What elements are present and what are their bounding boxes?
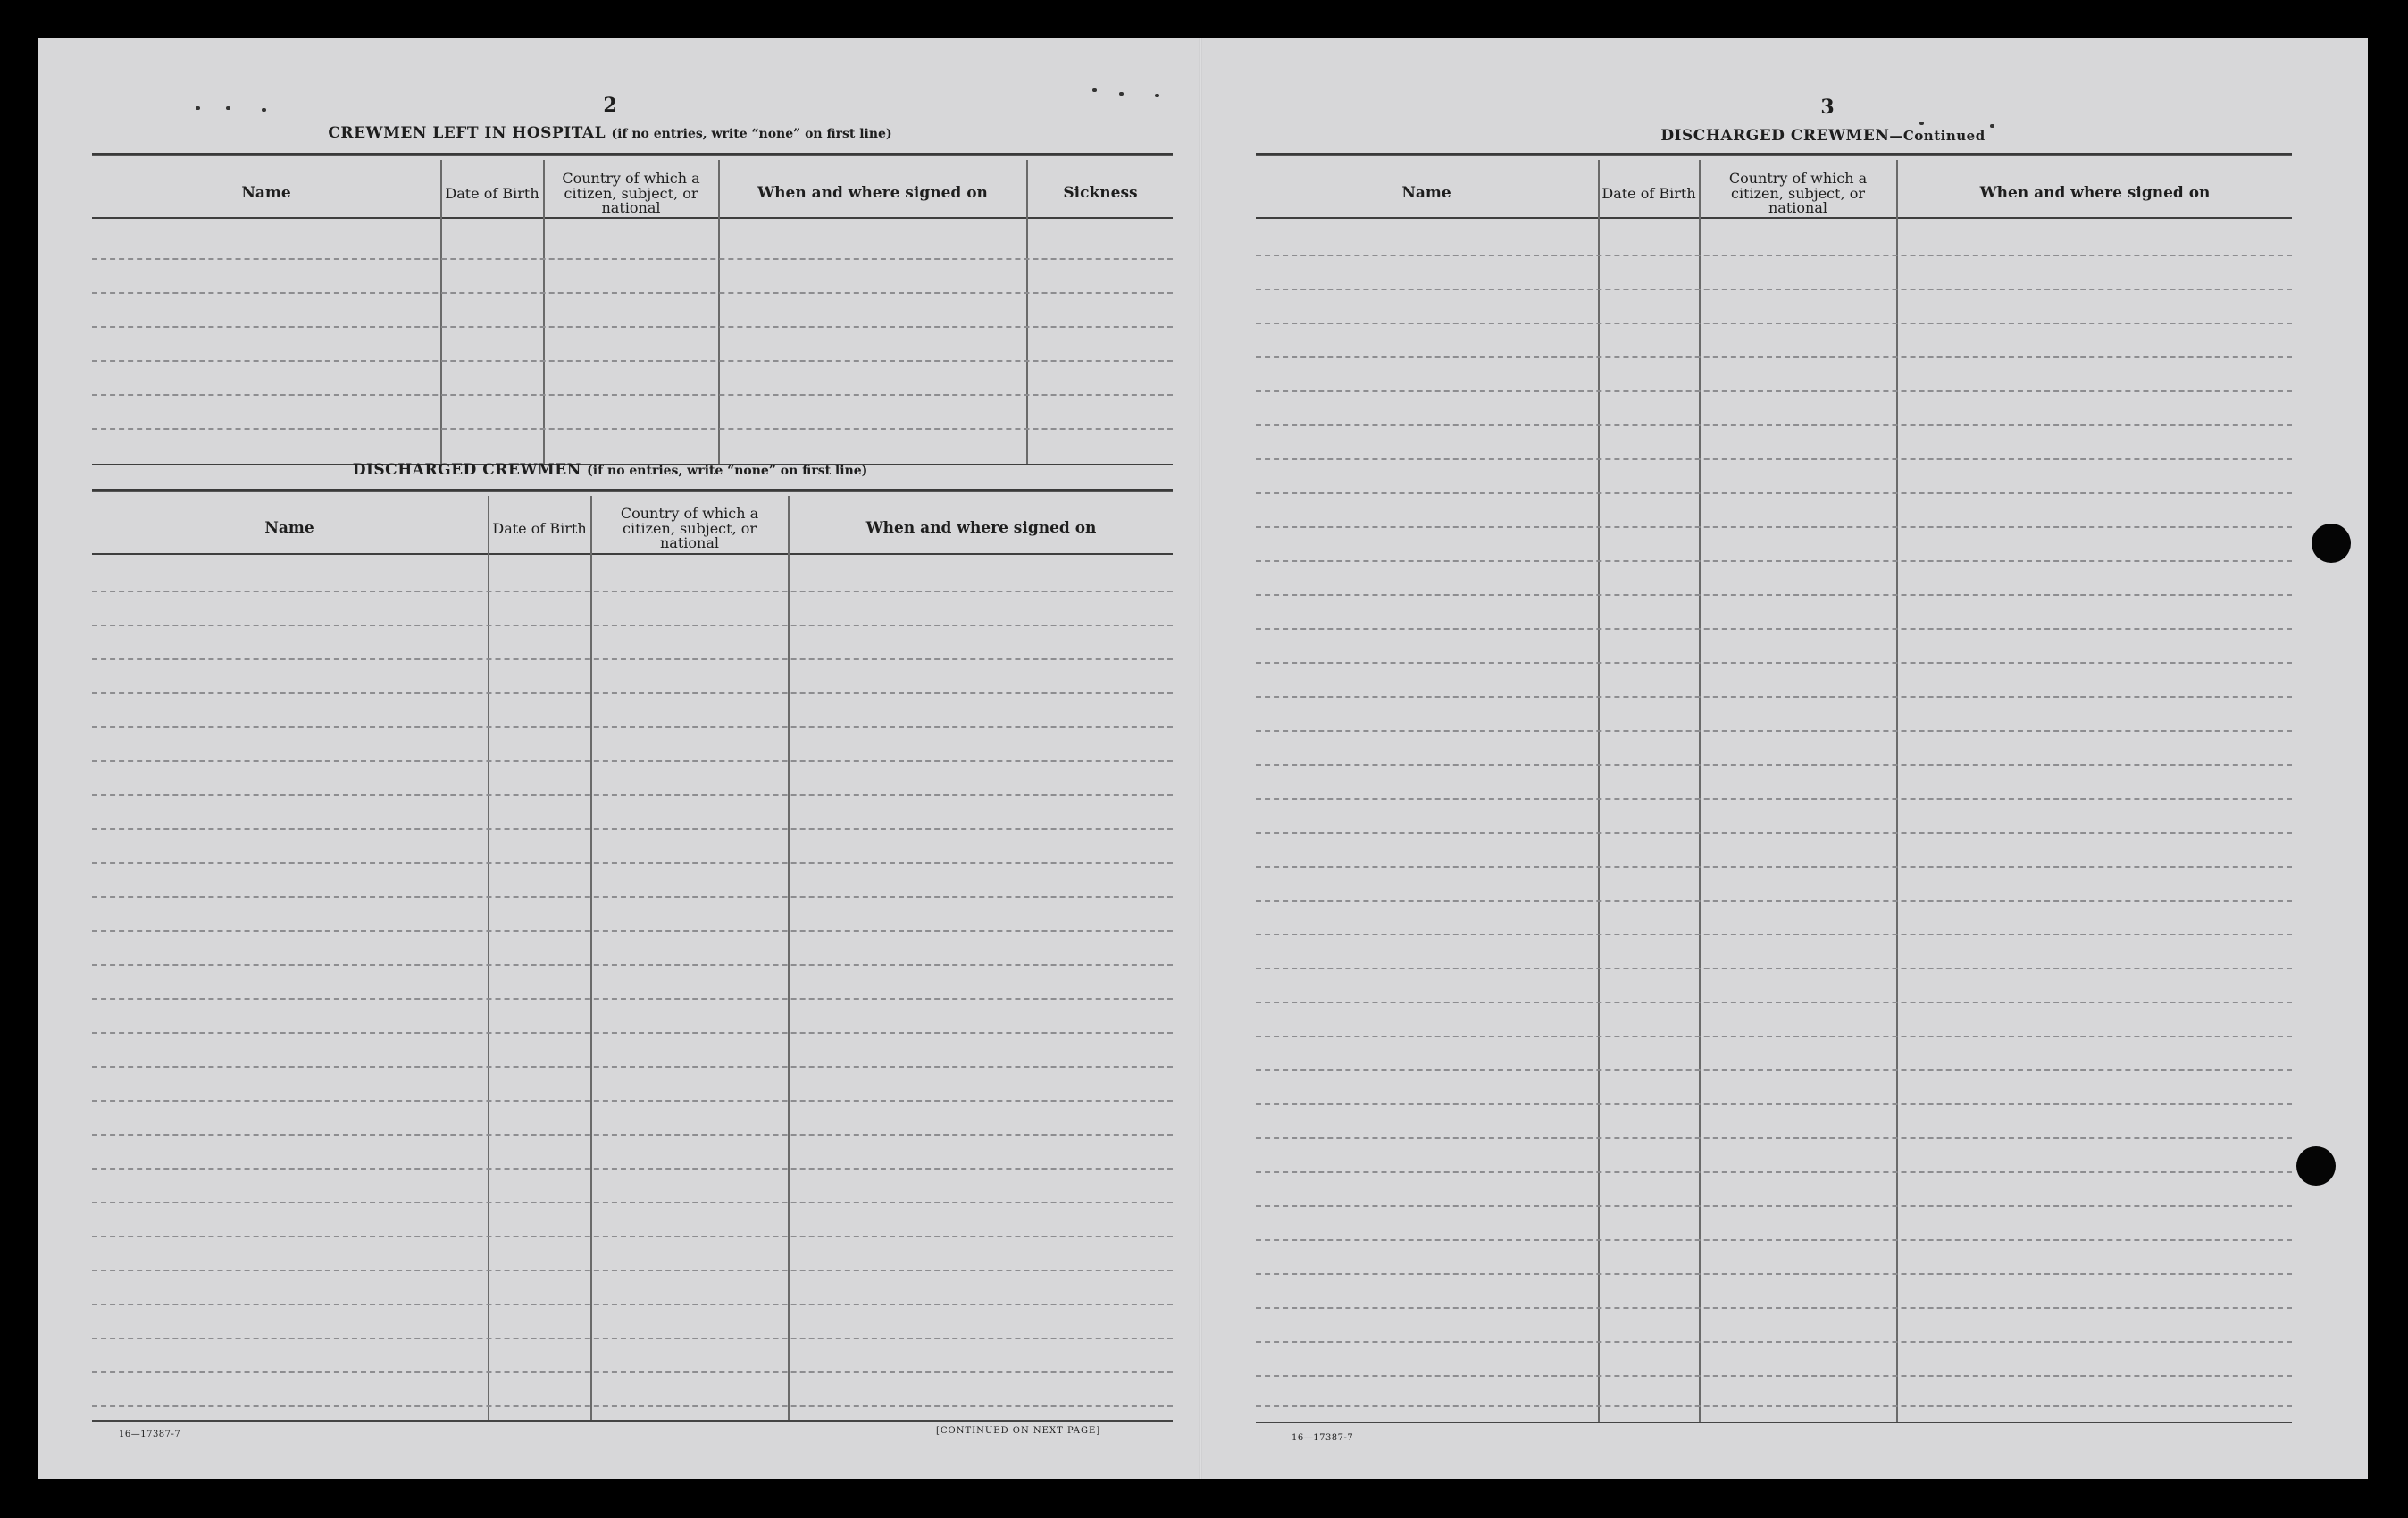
discharged-entry-line: [92, 760, 1173, 762]
continued-entry-line: [1256, 662, 2292, 664]
speck: [1092, 88, 1097, 92]
speck: [262, 108, 266, 112]
punch-hole: [2312, 524, 2351, 563]
continued-entry-line: [1256, 1341, 2292, 1343]
left-page: [38, 38, 1200, 1479]
discharged-top-rule: [92, 489, 1173, 492]
continued-col-divider: [1598, 160, 1600, 1422]
continued-entry-line: [1256, 866, 2292, 868]
continued-entry-line: [1256, 424, 2292, 426]
continued-suffix: —Continued: [1889, 128, 1986, 144]
speck: [1155, 94, 1159, 97]
discharged-note: (if no entries, write “none” on first line): [587, 464, 868, 478]
discharged-col-divider: [488, 496, 489, 1420]
discharged-col-divider: [788, 496, 790, 1420]
discharged-entry-line: [92, 1270, 1173, 1271]
page-number: 3: [1820, 96, 1835, 119]
continued-entry-line: [1256, 1137, 2292, 1139]
discharged-entry-line: [92, 964, 1173, 966]
hospital-note: (if no entries, write “none” on first line): [611, 127, 892, 141]
discharged-entry-line: [92, 726, 1173, 728]
discharged-entry-line: [92, 998, 1173, 1000]
hospital-entry-line: [92, 292, 1173, 294]
continued-entry-line: [1256, 798, 2292, 800]
continued-entry-line: [1256, 1375, 2292, 1377]
continued-entry-line: [1256, 696, 2292, 698]
continued-entry-line: [1256, 492, 2292, 494]
discharged-entry-line: [92, 1304, 1173, 1305]
hospital-col-signed-on: When and where signed on: [757, 184, 988, 203]
hospital-title: CREWMEN LEFT IN HOSPITAL: [328, 124, 606, 142]
continued-bottom-rule: [1256, 1422, 2292, 1423]
continued-col-signed-on: When and where signed on: [1979, 184, 2211, 203]
continued-entry-line: [1256, 356, 2292, 358]
discharged-entry-line: [92, 896, 1173, 898]
discharged-col-signed-on: When and where signed on: [865, 519, 1097, 538]
hospital-col-country: Country of which a citizen, subject, or national: [562, 169, 700, 217]
hospital-header-rule: [92, 217, 1173, 219]
discharged-col-divider: [590, 496, 592, 1420]
discharged-header-rule: [92, 553, 1173, 555]
hospital-col-dob: Date of Birth: [445, 184, 539, 202]
continued-note: [CONTINUED ON NEXT PAGE]: [936, 1426, 1101, 1436]
right-page: [1202, 38, 2368, 1479]
continued-entry-line: [1256, 560, 2292, 562]
discharged-entry-line: [92, 1134, 1173, 1136]
discharged-entry-line: [92, 930, 1173, 932]
continued-col-dob: Date of Birth: [1601, 184, 1696, 202]
continued-col-divider: [1896, 160, 1898, 1422]
continued-entry-line: [1256, 1307, 2292, 1309]
hospital-col-divider: [440, 160, 442, 464]
hospital-section-title: [92, 124, 1128, 142]
form-sheet: [38, 38, 2368, 1479]
discharged-col-dob: Date of Birth: [492, 519, 587, 537]
form-number: 16—17387-7: [1292, 1433, 1354, 1443]
discharged-continued-top-rule: [1256, 153, 2292, 156]
discharged-title: DISCHARGED CREWMEN: [352, 461, 581, 479]
continued-entry-line: [1256, 968, 2292, 969]
form-number: 16—17387-7: [119, 1430, 181, 1439]
speck: [1119, 92, 1124, 96]
continued-col-divider: [1699, 160, 1701, 1422]
hospital-col-divider: [543, 160, 545, 464]
discharged-entry-line: [92, 862, 1173, 864]
hospital-col-sickness: Sickness: [1063, 184, 1138, 203]
continued-entry-line: [1256, 730, 2292, 732]
continued-entry-line: [1256, 323, 2292, 324]
hospital-entry-line: [92, 326, 1173, 328]
continued-entry-line: [1256, 255, 2292, 256]
hospital-col-divider: [1026, 160, 1028, 464]
continued-entry-line: [1256, 1405, 2292, 1407]
continued-entry-line: [1256, 1103, 2292, 1105]
continued-entry-line: [1256, 764, 2292, 766]
discharged-entry-line: [92, 794, 1173, 796]
speck: [226, 106, 230, 110]
hospital-top-rule: [92, 153, 1173, 156]
discharged-entry-line: [92, 828, 1173, 830]
continued-entry-line: [1256, 832, 2292, 834]
discharged-section-title: [92, 461, 1128, 479]
discharged-entry-line: [92, 1168, 1173, 1170]
continued-entry-line: [1256, 1205, 2292, 1207]
speck: [1919, 122, 1924, 125]
continued-entry-line: [1256, 1069, 2292, 1071]
discharged-entry-line: [92, 625, 1173, 626]
continued-entry-line: [1256, 1239, 2292, 1241]
continued-entry-line: [1256, 1273, 2292, 1275]
hospital-col-name: Name: [241, 184, 291, 203]
continued-col-name: Name: [1401, 184, 1451, 203]
continued-col-country: Country of which a citizen, subject, or national: [1728, 169, 1868, 217]
continued-entry-line: [1256, 594, 2292, 596]
discharged-entry-line: [92, 1338, 1173, 1339]
hospital-col-divider: [718, 160, 720, 464]
discharged-entry-line: [92, 591, 1173, 592]
discharged-continued-heading: DISCHARGED CREWMEN: [1660, 127, 1890, 145]
hospital-entry-line: [92, 360, 1173, 362]
speck: [1990, 124, 1994, 128]
discharged-entry-line: [92, 1066, 1173, 1068]
discharged-entry-line: [92, 1100, 1173, 1102]
continued-header-rule: [1256, 217, 2292, 219]
continued-entry-line: [1256, 526, 2292, 528]
page-number: 2: [603, 94, 617, 117]
discharged-entry-line: [92, 1236, 1173, 1237]
discharged-entry-line: [92, 1405, 1173, 1407]
continued-entry-line: [1256, 934, 2292, 935]
discharged-entry-line: [92, 1032, 1173, 1034]
continued-entry-line: [1256, 289, 2292, 290]
discharged-bottom-rule: [92, 1420, 1173, 1422]
continued-entry-line: [1256, 458, 2292, 460]
discharged-col-name: Name: [264, 519, 314, 538]
speck: [196, 106, 200, 110]
continued-entry-line: [1256, 1171, 2292, 1173]
discharged-continued-title: [1256, 127, 2390, 145]
hospital-entry-line: [92, 258, 1173, 260]
continued-entry-line: [1256, 390, 2292, 392]
discharged-col-country: Country of which a citizen, subject, or national: [620, 504, 759, 552]
discharged-entry-line: [92, 692, 1173, 694]
punch-hole: [2296, 1146, 2336, 1186]
discharged-entry-line: [92, 1371, 1173, 1373]
continued-entry-line: [1256, 900, 2292, 902]
continued-entry-line: [1256, 628, 2292, 630]
discharged-entry-line: [92, 1202, 1173, 1203]
hospital-entry-line: [92, 428, 1173, 430]
discharged-entry-line: [92, 658, 1173, 660]
hospital-entry-line: [92, 394, 1173, 396]
continued-entry-line: [1256, 1036, 2292, 1037]
continued-entry-line: [1256, 1002, 2292, 1003]
